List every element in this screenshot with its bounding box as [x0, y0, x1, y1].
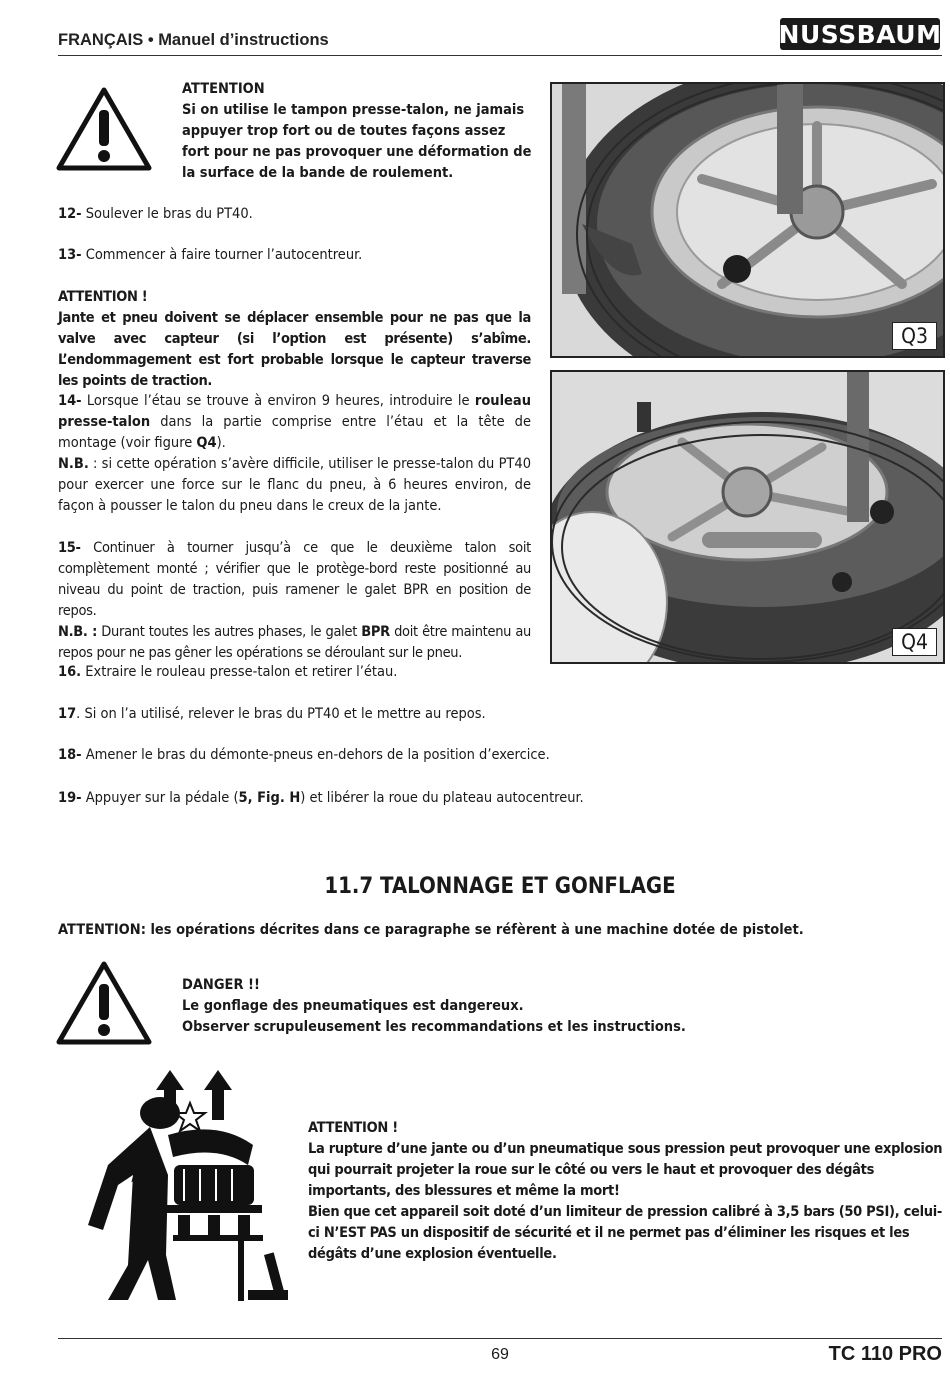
footer-rule — [58, 1338, 942, 1339]
step-15-text: Continuer à tourner jusqu’à ce que le deuxième talon soit complètement monté ; vérifier que le protège-bord reste positionné au niveau du point de traction, puis ramener le galet BPR en position de repos. — [58, 540, 531, 619]
step-13-number: 13- — [58, 247, 82, 263]
danger-block — [182, 975, 902, 1038]
step-17-text: . Si on l’a utilisé, relever le bras du PT40 et le mettre au repos. — [76, 706, 486, 722]
attention-3-paragraph-2: Bien que cet appareil soit doté d’un limiteur de pression calibré à 3,5 bars (50 PSI), celui-ci N’EST PAS un dispositif de sécurité et il ne permet pas d’éliminer les risques et les dégâts d’une explosion éventuelle. — [308, 1204, 943, 1262]
step-12-number: 12- — [58, 206, 82, 222]
step-19-number: 19- — [58, 790, 82, 806]
svg-text:NUSSBAUM: NUSSBAUM — [780, 20, 940, 49]
attention-block-3 — [308, 1118, 944, 1265]
attention-2-title: ATTENTION ! — [58, 289, 148, 305]
step-12 — [58, 204, 531, 225]
step-19 — [58, 788, 918, 809]
step-19-text-a: Appuyer sur la pédale ( — [81, 790, 239, 806]
attention-3-title: ATTENTION ! — [308, 1120, 398, 1136]
danger-title: DANGER !! — [182, 977, 260, 993]
step-18 — [58, 745, 918, 766]
note-2-label: N.B. : — [58, 624, 98, 640]
attention-block-2 — [58, 287, 531, 392]
step-17-number: 17 — [58, 706, 77, 722]
figure-q3-label: Q3 — [892, 322, 937, 350]
explosion-hazard-illustration — [78, 1065, 293, 1305]
note-2-text-b: BPR — [361, 624, 390, 640]
brand-logo — [780, 18, 940, 50]
figure-q4-photo — [550, 370, 945, 664]
step-18-number: 18- — [58, 747, 82, 763]
attention-3-paragraph-1: La rupture d’une jante ou d’un pneumatique sous pression peut provoquer une explosion qui pourrait projeter la roue sur le côté ou vers le haut et provoquer des dégâts importants, des blessures et même la mort! — [308, 1141, 943, 1199]
attention-1-title: ATTENTION — [182, 81, 265, 97]
step-15-number: 15- — [58, 540, 81, 556]
danger-triangle-icon — [56, 960, 152, 1046]
step-19-figure-ref: 5, Fig. H — [238, 790, 301, 806]
note-2-text-c: doit être maintenu au repos pour ne pas gêner les opérations se déroulant sur le pneu. — [58, 624, 532, 661]
note-2-text-a: Durant toutes les autres phases, le galet — [97, 624, 362, 640]
page-number: 69 — [491, 1346, 509, 1363]
attention-1-text: Si on utilise le tampon presse-talon, ne jamais appuyer trop fort ou de toutes façons assez fort pour ne pas provoquer une déformation de la surface de la bande de roulement. — [182, 102, 532, 181]
step-12-text: Soulever le bras du PT40. — [81, 206, 253, 222]
figure-q4-label: Q4 — [892, 628, 937, 656]
figure-q3-photo — [550, 82, 945, 358]
step-16-number: 16. — [58, 664, 82, 680]
step-16 — [58, 662, 531, 683]
step-14 — [58, 391, 531, 517]
section-attention: ATTENTION: les opérations décrites dans ce paragraphe se réfèrent à une machine dotée de pistolet. — [58, 922, 804, 938]
step-13-text: Commencer à faire tourner l’autocentreur. — [81, 247, 363, 263]
step-13 — [58, 245, 531, 266]
note-1-label: N.B. — [58, 456, 89, 472]
step-14-figure-ref: Q4 — [196, 435, 217, 451]
step-14-number: 14- — [58, 393, 82, 409]
danger-line-2: Observer scrupuleusement les recommandations et les instructions. — [182, 1019, 686, 1035]
step-14-text-a: Lorsque l’étau se trouve à environ 9 heures, introduire le — [81, 393, 475, 409]
step-19-text-c: ) et libérer la roue du plateau autocentreur. — [300, 790, 584, 806]
header-title: FRANÇAIS • Manuel d’instructions — [58, 31, 329, 49]
step-14-text-c: dans la partie comprise entre l’étau et la tête de montage (voir figure — [58, 414, 531, 451]
attention-2-text: Jante et pneu doivent se déplacer ensemble pour ne pas que la valve avec capteur (si l’option est présente) s’abîme. L’endommagement est fort probable lorsque le capteur traverse les points de traction. — [58, 310, 531, 389]
step-18-text: Amener le bras du démonte-pneus en-dehors de la position d’exercice. — [81, 747, 550, 763]
step-17 — [58, 704, 531, 725]
attention-block-1 — [182, 79, 532, 184]
model-name: TC 110 PRO — [828, 1343, 942, 1365]
step-14-text-e: ). — [216, 435, 226, 451]
step-14-text-b: rouleau presse-talon — [58, 393, 531, 430]
step-16-text: Extraire le rouleau presse-talon et retirer l’étau. — [81, 664, 398, 680]
note-1-text: : si cette opération s’avère difficile, utiliser le presse-talon du PT40 pour exercer une force sur le flanc du pneu, à 6 heures environ, de façon à pousser le talon du pneu dans le creux de la jante. — [58, 456, 531, 514]
section-title: 11.7 TALONNAGE ET GONFLAGE — [324, 874, 676, 899]
header-rule — [58, 55, 942, 56]
warning-triangle-icon — [56, 86, 152, 172]
step-15 — [58, 538, 531, 664]
danger-line-1: Le gonflage des pneumatiques est dangereux. — [182, 998, 524, 1014]
